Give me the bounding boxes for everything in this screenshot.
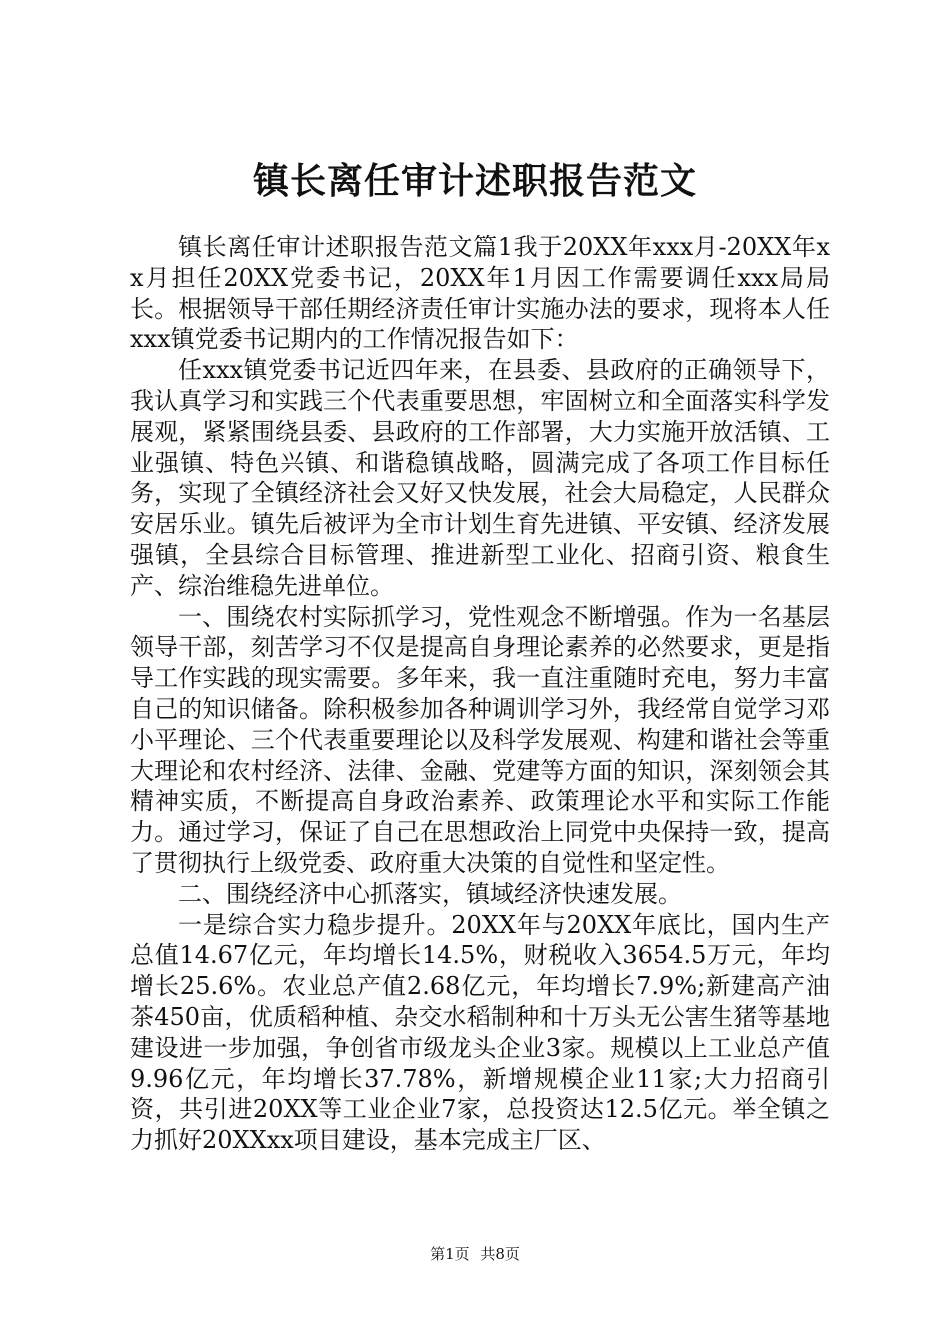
paragraph-study: 一、围绕农村实际抓学习，党性观念不断增强。作为一名基层领导干部，刻苦学习不仅是提高自身理论素养的必然要求，更是指导工作实践的现实需要。多年来，我一直注重随时充电，努力丰富自己的知识储备。除积极参加各种调训学习外，我经常自觉学习邓小平理论、三个代表重要理论以及科学发展观、构建和谐社会等重大理论和农村经济、法律、金融、党建等方面的知识，深刻领会其精神实质，不断提高自身政治素养、政策理论水平和实际工作能力。通过学习，保证了自己在思想政治上同党中央保持一致，提高了贯彻执行上级党委、政府重大决策的自觉性和坚定性。	[130, 602, 830, 877]
document-body	[130, 232, 830, 1156]
document-title: 镇长离任审计述职报告范文	[252, 160, 697, 202]
paragraph-intro: 镇长离任审计述职报告范文篇1我于20XX年xxx月-20XX年xx月担任20XX党委书记，20XX年1月因工作需要调任xxx局局长。根据领导干部任期经济责任审计实施办法的要求，现将本人任xxx镇党委书记期内的工作情况报告如下：	[130, 233, 830, 354]
page-footer	[0, 1244, 950, 1264]
page-total: 共8页	[480, 1245, 520, 1263]
paragraph-overview: 任xxx镇党委书记近四年来，在县委、县政府的正确领导下，我认真学习和实践三个代表重要思想，牢固树立和全面落实科学发展观，紧紧围绕县委、县政府的工作部署，大力实施开放活镇、工业强镇、特色兴镇、和谐稳镇战略，圆满完成了各项工作目标任务，实现了全镇经济社会又好又快发展，社会大局稳定，人民群众安居乐业。镇先后被评为全市计划生育先进镇、平安镇、经济发展强镇，全县综合目标管理、推进新型工业化、招商引资、粮食生产、综治维稳先进单位。	[130, 356, 830, 600]
paragraph-economy-heading: 二、围绕经济中心抓落实，镇域经济快速发展。	[178, 879, 682, 908]
paragraph-strength: 一是综合实力稳步提升。20XX年与20XX年底比，国内生产总值14.67亿元，年均增长14.5%，财税收入3654.5万元，年均增长25.6%。农业总产值2.68亿元，年均增长7.9%;新建高产油茶450亩，优质稻种植、杂交水稻制种和十万头无公害生猪等基地建设进一步加强，争创省市级龙头企业3家。规模以上工业总产值9.96亿元，年均增长37.78%，新增规模企业11家;大力招商引资，共引进20XX等工业企业7家，总投资达12.5亿元。举全镇之力抓好20XXxx项目建设，基本完成主厂区、	[130, 910, 830, 1155]
page-number: 第1页	[430, 1245, 470, 1263]
